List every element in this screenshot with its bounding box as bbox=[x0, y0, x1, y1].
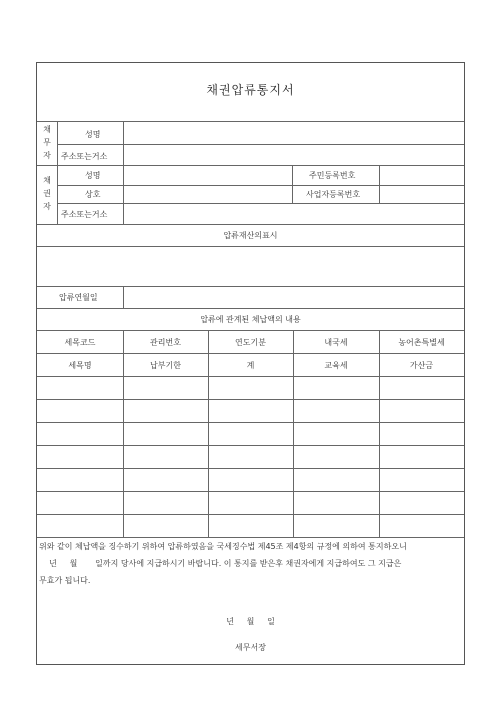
col-education-tax: 교육세 bbox=[324, 361, 348, 370]
debtor-name-label: 성명 bbox=[85, 130, 101, 139]
divider bbox=[37, 445, 464, 446]
notice-line: 위와 같이 체납액을 징수하기 위하여 압류하였음을 국세징수법 제45조 제4항의 규정에 의하여 통지하오니 bbox=[39, 542, 407, 551]
creditor-label-char: 채 bbox=[43, 176, 51, 185]
notice-line: 년 월 일까지 당사에 지급하시기 바랍니다. 이 통지를 받은후 채권자에게 지급하여도 그 지급은 bbox=[39, 559, 402, 568]
divider bbox=[379, 165, 380, 203]
notice-line: 무효가 됩니다. bbox=[39, 576, 91, 585]
signer: 세무서장 bbox=[235, 643, 266, 652]
creditor-name-label: 성명 bbox=[85, 171, 101, 180]
creditor-bizno-label: 사업자등록번호 bbox=[306, 190, 361, 199]
divider bbox=[37, 422, 464, 423]
debtor-label bbox=[41, 123, 53, 162]
col-year-period: 연도기분 bbox=[235, 338, 266, 347]
date-line: 년 월 일 bbox=[226, 617, 275, 626]
col-national-tax: 내국세 bbox=[324, 338, 348, 347]
divider bbox=[37, 286, 464, 287]
col-due-date: 납부기한 bbox=[150, 361, 181, 370]
divider bbox=[37, 514, 464, 515]
divider bbox=[57, 203, 464, 204]
divider bbox=[37, 308, 464, 309]
creditor-id-label: 주민등록번호 bbox=[309, 171, 356, 180]
divider bbox=[57, 144, 464, 145]
creditor-company-label: 상호 bbox=[85, 190, 101, 199]
arrears-header: 압류에 관계된 체납액의 내용 bbox=[200, 315, 301, 324]
form-title: 채권압류통지서 bbox=[206, 83, 295, 97]
divider bbox=[57, 185, 464, 186]
col-penalty: 가산금 bbox=[409, 361, 434, 370]
divider bbox=[37, 165, 464, 166]
creditor-label-char: 권 bbox=[43, 189, 51, 198]
col-tax-name: 세목명 bbox=[68, 361, 92, 370]
col-rural-tax: 농어촌특별세 bbox=[398, 338, 445, 347]
divider bbox=[37, 121, 464, 122]
seizure-notice-form bbox=[36, 62, 465, 665]
divider bbox=[37, 330, 464, 331]
divider bbox=[123, 286, 124, 308]
debtor-label-char: 자 bbox=[43, 151, 51, 160]
debtor-address-label: 주소또는거소 bbox=[61, 152, 108, 161]
divider bbox=[37, 399, 464, 400]
divider bbox=[37, 353, 464, 354]
seized-property-label: 압류재산의표시 bbox=[223, 231, 278, 240]
divider bbox=[37, 376, 464, 377]
divider bbox=[123, 121, 124, 224]
creditor-label-char: 자 bbox=[43, 202, 51, 211]
divider bbox=[37, 246, 464, 247]
divider bbox=[37, 468, 464, 469]
divider bbox=[37, 491, 464, 492]
col-total: 계 bbox=[246, 361, 255, 370]
divider bbox=[57, 121, 58, 224]
col-mgmt-no: 관리번호 bbox=[150, 338, 181, 347]
creditor-address-label: 주소또는거소 bbox=[61, 210, 108, 219]
seizure-date-label: 압류연월일 bbox=[59, 293, 98, 302]
debtor-label-char: 무 bbox=[43, 138, 51, 147]
divider bbox=[292, 165, 293, 203]
notice-paragraph bbox=[39, 538, 464, 589]
col-tax-code: 세목코드 bbox=[64, 338, 96, 347]
divider bbox=[37, 224, 464, 225]
debtor-label-char: 채 bbox=[43, 125, 51, 134]
creditor-label bbox=[41, 174, 53, 213]
